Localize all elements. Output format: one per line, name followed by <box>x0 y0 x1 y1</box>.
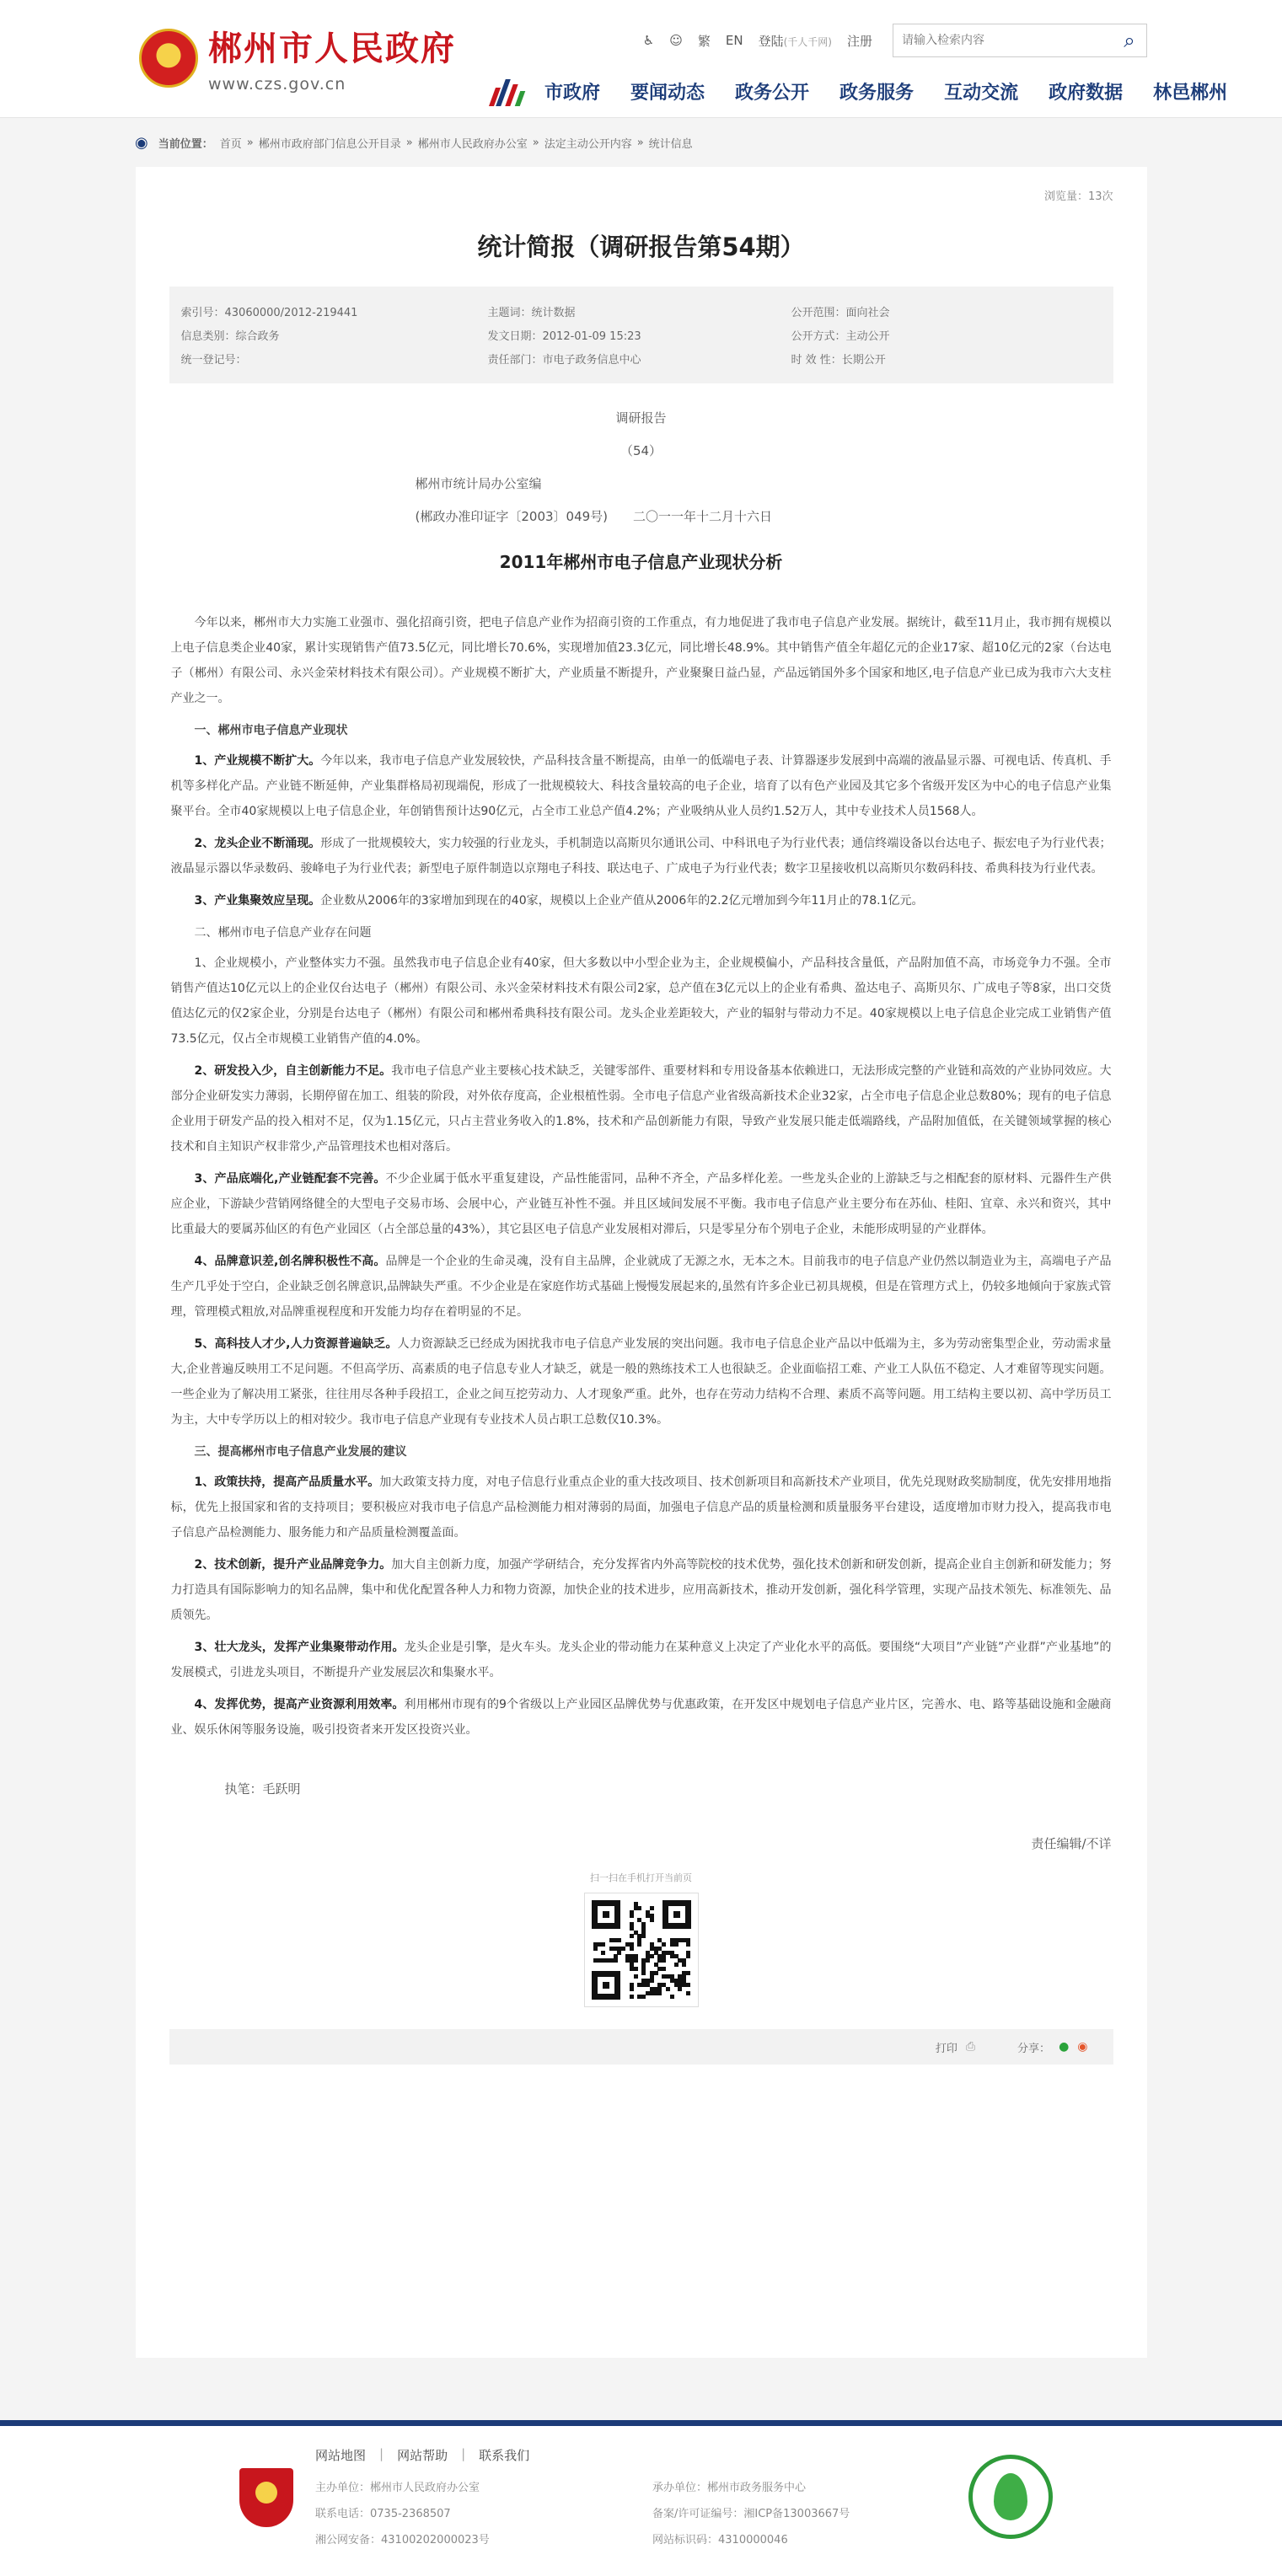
breadcrumb-home[interactable]: 首页 <box>219 137 242 151</box>
paragraph-text: 1、企业规模小，产业整体实力不强。虽然我市电子信息企业有40家，但大多数以中小型企业为主，企业规模偏小，产品科技含量低，产品附加值不高，市场竞争力不强。全市销售产值达10亿元以上的企业仅台达电子（郴州）有限公司、永兴金荣材料技术有限公司2家，总产值在3亿元以上的企业有希典、盈达电子、高斯贝尔、广成电子等8家，出口交货值达亿元的仅2家企业，分别是台达电子（郴州）有限公司和郴州希典科技有限公司。龙头企业差距较大，产业的辐射与带动力不足。40家规模以上电子信息企业完成工业销售产值73.5亿元，仅占全市规模工业销售产值的4.0%。 <box>170 956 1112 1046</box>
paragraph-lead: 4、品牌意识差,创名牌积极性不高。 <box>194 1255 386 1268</box>
main-nav <box>487 76 1227 106</box>
breadcrumb-statutory[interactable]: 法定主动公开内容 <box>544 137 632 151</box>
responsible-editor: 责任编辑/不详 <box>1031 1836 1112 1851</box>
site-logo[interactable] <box>139 22 456 94</box>
paragraph-text: 不少企业属于低水平重复建设，产品性能雷同，品种不齐全，产品多样化差。一些龙头企业的上游缺乏与之相配套的原材料、元器件生产供应企业，下游缺少营销网络健全的大型电子交易市场、会展中心，产业链互补性不强。并且区域间发展不平衡。我市电子信息产业主要分布在苏仙、桂阳、宜章、永兴和资兴，其中比重最大的要属苏仙区的有色产业园区（占全部总量的43%），其它县区电子信息产业发展相对滞后，只是零星分布个别电子企业，未能形成明显的产业群体。 <box>170 1172 1112 1236</box>
nav-item-news[interactable]: 要闻动态 <box>630 82 705 104</box>
section-heading <box>171 1439 1112 1465</box>
footer-organizer: 承办单位：郴州市政务服务中心 <box>652 2482 807 2494</box>
site-footer <box>0 2420 1282 2576</box>
report-label: 调研报告 <box>615 410 667 426</box>
article-paragraph <box>171 1058 1112 1159</box>
site-header <box>0 0 1282 118</box>
english-link[interactable]: EN <box>725 33 743 48</box>
article-container <box>136 167 1147 2358</box>
writer: 执笔：毛跃明 <box>224 1781 301 1797</box>
header-toolbar <box>643 24 1147 57</box>
article-title: 统计简报（调研报告第54期） <box>477 233 805 261</box>
permit-line: (郴政办准印证字〔2003〕049号) 二〇一一年十二月十六日 <box>415 509 773 524</box>
issue-number: （54） <box>620 443 662 458</box>
article-paragraph <box>171 748 1112 824</box>
paragraph-lead: 1、政策扶持，提高产品质量水平。 <box>194 1475 380 1489</box>
footer-phone: 联系电话：0735-2368507 <box>315 2508 451 2520</box>
meta-method: 公开方式：主动公开 <box>791 330 890 343</box>
editor-org: 郴州市统计局办公室编 <box>415 476 542 491</box>
footer-link-sitemap[interactable]: 网站地图 <box>315 2448 367 2463</box>
footer-sponsor: 主办单位：郴州市人民政府办公室 <box>315 2482 480 2494</box>
search-icon[interactable]: ⌕ <box>1124 29 1135 52</box>
article-body <box>169 409 1113 1852</box>
paragraph-text: 今年以来，我市电子信息产业发展较快，产品科技含量不断提高，由单一的低端电子表、计算器逐步发展到中高端的液晶显示器、可视电话、传真机、手机等多样化产品。产业链不断延伸，产业集群格局初现端倪，形成了一批规模较大、科技含量较高的电子企业，培育了以有色产业园及其它多个省级开发区为中心的电子信息产业集聚平台。全市40家规模以上电子信息企业，年创销售预计达90亿元，占全市工业总产值4.2%；产业吸纳从业人员约1.52万人，其中专业技术人员1568人。 <box>170 754 1112 818</box>
accessibility-icon[interactable]: ♿ <box>642 33 655 48</box>
meta-dept: 责任部门：市电子政务信息中心 <box>487 354 641 367</box>
nav-decoration-icon <box>487 76 526 106</box>
footer-site-id: 网站标识码：4310000046 <box>652 2534 788 2547</box>
wechat-icon[interactable]: ● <box>1059 2040 1070 2054</box>
article-paragraph <box>171 1166 1112 1242</box>
register-link[interactable]: 注册 <box>846 33 872 49</box>
breadcrumb-directory[interactable]: 郴州市政府部门信息公开目录 <box>258 137 401 151</box>
site-badge-icon[interactable] <box>968 2455 1053 2539</box>
article-paragraph <box>171 1249 1112 1325</box>
search-input[interactable] <box>902 34 1113 47</box>
nav-item-city-government[interactable]: 市政府 <box>544 82 601 104</box>
paragraph-lead: 1、产业规模不断扩大。 <box>194 754 321 768</box>
article-paragraph <box>171 888 1112 913</box>
footer-icp[interactable]: 备案/许可证编号：湘ICP备13003667号 <box>652 2508 850 2520</box>
site-title: 郴州市人民政府 <box>208 29 456 68</box>
meta-validity: 时 效 性：长期公开 <box>791 354 886 367</box>
meta-reg-no: 统一登记号： <box>180 354 247 367</box>
nav-item-linyi-chenzhou[interactable]: 林邑郴州 <box>1153 82 1228 104</box>
paragraph-text: 品牌是一个企业的生命灵魂，没有自主品牌，企业就成了无源之水，无本之木。目前我市的电子信息产业仍然以制造业为主，高端电子产品生产几乎处于空白，企业缺乏创名牌意识,品牌缺失严重。不少企业是在家庭作坊式基础上慢慢发展起来的,虽然有许多企业已初具规模，但是在管理方式上，仍较多地倾向于家族式管理，管理模式粗放,对品牌重视程度和开发能力均存在着明显的不足。 <box>170 1255 1112 1319</box>
paragraph-text: 加大自主创新力度，加强产学研结合，充分发挥省内外高等院校的技术优势，强化技术创新和研发创新，提高企业自主创新和研发能力；努力打造具有国际影响力的知名品牌，集中和优化配置各种人力和物力资源，加快企业的技术进步，应用高新技术，推动开发创新，强化科学管理，实现产品技术领先、标准领先、品质领先。 <box>170 1558 1112 1622</box>
article-paragraph <box>171 1470 1112 1545</box>
meta-category: 信息类别：综合政务 <box>180 330 280 343</box>
footer-links: 网站地图 | 网站帮助 | 联系我们 <box>315 2446 530 2463</box>
printer-icon[interactable]: ⎙ <box>965 2040 976 2054</box>
qr-code <box>584 1893 699 2007</box>
section-heading <box>171 920 1112 945</box>
paragraph-lead: 5、高科技人才少,人力资源普遍缺乏。 <box>194 1337 398 1351</box>
paragraph-text: 人力资源缺乏已经成为困扰我市电子信息产业发展的突出问题。我市电子信息企业产品以中低端为主，多为劳动密集型企业，劳动需求量大,企业普遍反映用工不足问题。不但高学历、高素质的电子信息专业人才缺乏，就是一般的熟练技术工人也很缺乏。企业面临招工难、产业工人队伍不稳定、人才难留等现实问题。一些企业为了解决用工紧张，往往用尽各种手段招工，企业之间互挖劳动力、人才现象严重。此外，也存在劳动力结构不合理、素质不高等问题。用工结构主要以初、高中学历员工为主，大中专学历以上的相对较少。我市电子信息产业现有专业技术人员占职工总数仅10.3%。 <box>170 1337 1112 1427</box>
article-paragraph <box>171 610 1112 711</box>
article-paragraph <box>171 1692 1112 1743</box>
nav-item-services[interactable]: 政务服务 <box>839 82 915 104</box>
paragraph-lead: 3、产业集聚效应呈现。 <box>194 894 321 908</box>
meta-index-no: 索引号：43060000/2012-219441 <box>180 307 358 319</box>
paragraph-text: 形成了一批规模较大，实力较强的行业龙头，手机制造以高斯贝尔通讯公司、中科讯电子为行业代表；通信终端设备以台达电子、振宏电子为行业代表；液晶显示器以华录数码、骏峰电子为行业代表；新型电子原件制造以京翔电子科技、联达电子、广成电子为行业代表；数字卫星接收机以高斯贝尔数码科技、希典科技为行业代表。 <box>170 837 1112 876</box>
traditional-chinese-link[interactable]: 繁 <box>697 33 711 49</box>
paragraph-lead: 2、龙头企业不断涌现。 <box>194 837 321 850</box>
national-emblem-icon <box>139 29 198 88</box>
view-count: 浏览量：13次 <box>1043 190 1113 203</box>
article-subtitle: 2011年郴州市电子信息产业现状分析 <box>499 552 783 572</box>
footer-link-contact[interactable]: 联系我们 <box>479 2448 530 2463</box>
qr-caption: 扫一扫在手机打开当前页 <box>590 1872 692 1883</box>
breadcrumb: ◉ 当前位置： 首页 » 郴州市政府部门信息公开目录 » 郴州市人民政府办公室 » 法定主动公开内容 » 统计信息 <box>135 133 693 152</box>
article-meta <box>169 287 1113 383</box>
article-paragraph <box>171 1552 1112 1628</box>
paragraph-text: 我市电子信息产业主要核心技术缺乏，关键零部件、重要材料和专用设备基本依赖进口，无法形成完整的产业链和高效的产业协同效应。大部分企业研发实力薄弱，长期停留在加工、组装的阶段，对外依存度高，企业根植性弱。全市电子信息产业省级高新技术企业32家，占全市电子信息企业总数80%；现有的电子信息企业用于研发产品的投入相对不足，仅为1.15亿元，只占主营业务收入的1.8%，技术和产品创新能力有限，导致产业发展只能走低端路线，产品附加值低，在关键领域掌握的核心技术和自主知识产权非常少,产品管理技术也相对落后。 <box>170 1064 1112 1154</box>
meta-topic: 主题词：统计数据 <box>487 307 576 319</box>
article-paragraph <box>171 831 1112 881</box>
paragraph-text: 利用郴州市现有的9个省级以上产业园区品牌优势与优惠政策，在开发区中规划电子信息产业片区，完善水、电、路等基础设施和金融商业、娱乐休闲等服务设施，吸引投资者来开发区投资兴业。 <box>170 1698 1112 1737</box>
paragraph-lead: 2、研发投入少，自主创新能力不足。 <box>194 1064 392 1078</box>
paragraph-text: 龙头企业是引擎，是火车头。龙头企业的带动能力在某种意义上决定了产业化水平的高低。要围绕“大项目”产业链”产业群”产业基地”的发展模式，引进龙头项目，不断提升产业发展层次和集聚水平。 <box>170 1641 1112 1679</box>
article-paragraph <box>171 1635 1112 1685</box>
section-heading <box>171 718 1112 743</box>
nav-item-data[interactable]: 政府数据 <box>1049 82 1124 104</box>
paragraph-text: 一、郴州市电子信息产业现状 <box>194 724 348 737</box>
login-link[interactable]: 登陆(千人千网) <box>758 33 832 49</box>
print-button[interactable]: 打印 <box>935 2042 957 2055</box>
weibo-icon[interactable]: ◉ <box>1077 2040 1088 2054</box>
paragraph-text: 企业数从2006年的3家增加到现在的40家，规模以上企业产值从2006年的2.2亿元增加到今年11月止的78.1亿元。 <box>320 894 924 908</box>
location-pin-icon: ◉ <box>135 133 148 152</box>
breadcrumb-office[interactable]: 郴州市人民政府办公室 <box>417 137 528 151</box>
paragraph-text: 今年以来，郴州市大力实施工业强市、强化招商引资，把电子信息产业作为招商引资的工作重点，有力地促进了我市电子信息产业发展。据统计，截至11月止，我市拥有规模以上电子信息类企业40家，累计实现销售产值73.5亿元，同比增长70.6%，实现增加值23.3亿元，同比增长48.9%。其中销售产值全年超亿元的企业17家、超10亿元的2家（台达电子（郴州）有限公司、永兴金荣材料技术有限公司）。产业规模不断扩大，产业质量不断提升，产业聚聚日益凸显，产品远销国外多个国家和地区,电子信息产业已成为我市六大支柱产业之一。 <box>170 616 1112 705</box>
share-label: 分享： <box>1017 2042 1051 2055</box>
paragraph-list <box>171 610 1112 1743</box>
elder-mode-icon[interactable]: ☺ <box>669 33 683 48</box>
paragraph-text: 二、郴州市电子信息产业存在问题 <box>194 926 372 940</box>
nav-item-interaction[interactable]: 互动交流 <box>944 82 1019 104</box>
share-bar <box>169 2029 1113 2065</box>
paragraph-lead: 4、发挥优势，提高产业资源利用效率。 <box>194 1698 405 1711</box>
article-paragraph <box>171 1331 1112 1433</box>
paragraph-lead: 3、壮大龙头，发挥产业集聚带动作用。 <box>194 1641 405 1654</box>
paragraph-lead: 3、产品底端化,产业链配套不完善。 <box>194 1172 386 1186</box>
breadcrumb-statistics[interactable]: 统计信息 <box>648 137 693 151</box>
footer-info <box>315 2478 990 2547</box>
search-box <box>893 24 1147 57</box>
footer-link-help[interactable]: 网站帮助 <box>397 2448 448 2463</box>
meta-scope: 公开范围：面向社会 <box>791 307 890 319</box>
article-paragraph <box>171 951 1112 1052</box>
paragraph-text: 加大政策支持力度，对电子信息行业重点企业的重大技改项目、技术创新项目和高新技术产业项目，优先兑现财政奖励制度，优先安排用地指标，优先上报国家和省的支持项目；要积极应对我市电子信息产品检测能力相对薄弱的局面，加强电子信息产品的质量检测和质量服务平台建设，适度增加市财力投入，提高我市电子信息产品检测能力、服务能力和产品质量检测覆盖面。 <box>170 1475 1112 1540</box>
paragraph-lead: 2、技术创新，提升产业品牌竞争力。 <box>194 1558 392 1572</box>
paragraph-text: 三、提高郴州市电子信息产业发展的建议 <box>194 1445 407 1459</box>
meta-date: 发文日期：2012-01-09 15:23 <box>487 330 641 343</box>
site-url: www.czs.gov.cn <box>208 75 346 94</box>
footer-police-record[interactable]: 湘公网安备：43100202000023号 <box>315 2534 490 2547</box>
party-gov-emblem-icon[interactable] <box>239 2468 293 2527</box>
nav-item-disclosure[interactable]: 政务公开 <box>735 82 810 104</box>
